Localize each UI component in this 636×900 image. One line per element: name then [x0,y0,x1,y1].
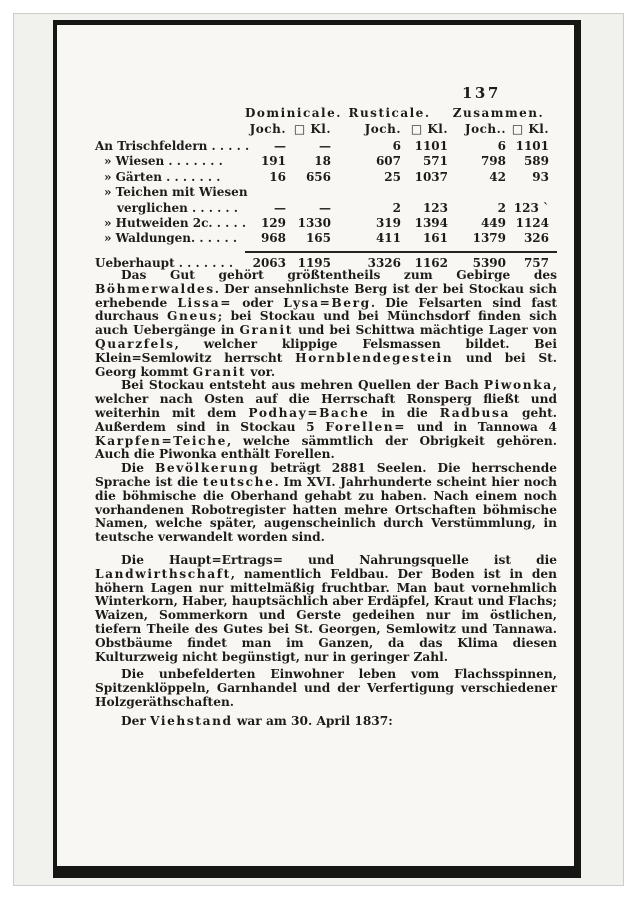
row-label: verglichen . . . . . . [117,200,238,215]
plain-text: oder [232,295,284,310]
group-header-spacer [95,106,245,122]
row-label: » Waldungen. . . . . . [104,231,237,246]
row-value: — [319,139,331,153]
total-value: 757 [523,255,549,270]
emphasized-text: Viehstand [150,713,233,728]
total-value: 3326 [367,255,401,270]
row-value: 93 [532,169,549,184]
row-value: 1124 [515,215,549,230]
plain-text: . Im XVI. Jahrhunderte scheint hier noch die böhmische die Oberhand gehabt zu haben. Nach einem noch vorhandenen Robotregister hatten mehre Ortschaften böhmische Namen, welche später, augenscheinlich durch Verstümmlung, in teutsche verwandelt worden sind. [95,474,557,545]
row-value [506,185,549,200]
body-paragraph [95,715,557,729]
table-row [95,185,557,200]
plain-text: und bei St. Georg kommt [95,350,557,379]
body-paragraph [95,462,557,545]
row-label: » Gärten . . . . . . . [104,169,221,184]
row-value [401,185,448,200]
plain-text: , namentlich Feldbau. Der Boden ist in den höhern Lagen nur mittelmäßig fruchtbar. Man baut vornehmlich Winterkorn, Haber, hauptsächlich aber Erdäpfel, Kraut und Flachs; Waizen, Sommerkorn und Gerste gedeihen nur im östlichen, tiefern Theile des Gutes bei St. Georgen, Semlowitz und Tannawa. Obstbäume findet man im Ganzen, da das Klima diesen Kulturzweig nicht begünstigt, nur in geringer Zahl. [95,566,557,664]
body-paragraph [95,269,557,379]
row-value: 18 [314,154,331,169]
total-value: 5390 [472,255,506,270]
plain-text: in die [369,405,440,420]
plain-text: ; bei Stockau und bei Münchsdorf finden sich auch Uebergänge in [95,309,557,338]
plain-text: Die [121,461,155,476]
emphasized-text: Landwirthschaft [95,566,231,581]
table-row [95,231,557,246]
row-value: 2 [392,200,401,215]
text-block [95,269,557,729]
total-value: 1195 [297,255,331,270]
subheader-spacer [95,122,245,139]
table-group-header: Zusammen. [452,106,545,120]
row-value: 2 [497,200,506,215]
emphasized-text: Forellen= [325,419,407,434]
row-value: 449 [480,215,506,230]
row-value: 165 [305,231,331,246]
table-row [95,170,557,185]
table-subheader: □ Kl. [511,122,549,136]
table-row [95,139,557,154]
row-value: 1037 [414,169,448,184]
row-value: — [274,200,286,215]
plain-text: vor. [246,364,276,379]
row-value: 968 [260,231,286,246]
emphasized-text: Granit [192,364,247,379]
emphasized-text: Radbusa [439,405,510,420]
table-subheader: □ Kl. [293,122,331,136]
plain-text: Bei Stockau entsteht aus mehren Quellen der Bach [121,378,484,393]
row-value: 1379 [472,231,506,246]
table-row [95,216,557,231]
table-group-header: Rusticale. [348,106,431,120]
row-value: 1101 [515,139,549,153]
table-group-header-row [95,106,557,122]
emphasized-text: Gneus [167,309,218,324]
row-value: 6 [392,139,401,153]
row-value: 25 [384,169,401,184]
row-value: 161 [422,231,448,246]
plain-text: Die Haupt=Ertrags= und Nahrungsquelle ist die [121,552,557,567]
emphasized-text: Granit [239,323,293,338]
plain-text: Der [121,713,150,728]
emphasized-text: Quarzfels [95,336,175,351]
row-value: 607 [375,154,401,169]
row-value: 589 [523,154,549,169]
emphasized-text: Lissa= [177,295,233,310]
row-value: 16 [269,169,286,184]
row-value: 656 [305,169,331,184]
row-value: 326 [523,231,549,246]
row-value: 42 [489,169,506,184]
emphasized-text: Böhmerwaldes [95,281,215,296]
row-label: » Teichen mit Wiesen [104,185,248,200]
body-paragraph [95,554,557,664]
row-value [245,185,286,200]
row-value: 1101 [414,139,448,153]
row-value: — [274,139,286,153]
plain-text: . Die Felsarten sind fast durchaus [95,295,558,324]
table-subheader: Joch. [249,122,286,136]
table-subheader: Joch. [364,122,401,136]
total-label: Ueberhaupt . . . . . . . [95,255,234,270]
row-value: 798 [480,154,506,169]
row-value: 1394 [414,215,448,230]
emphasized-text: Podhay=Bache [248,405,370,420]
row-value: 191 [260,154,286,169]
row-value: 123 ` [513,200,549,215]
row-value: 6 [497,139,506,153]
land-use-table [95,106,557,273]
page-number: 137 [462,84,501,102]
table-row [95,201,557,216]
total-value: 1162 [414,255,448,270]
emphasized-text: Hornblendegestein [295,350,454,365]
table-group-header: Dominicale. [245,106,342,120]
row-value: 571 [422,154,448,169]
row-value: 123 [422,200,448,215]
plain-text: Die unbefelderten Einwohner leben vom Flachsspinnen, Spitzenklöppeln, Garnhandel und der Verfertigung verschiedener Holzgeräthschaften. [95,667,557,709]
row-value: — [319,200,331,215]
emphasized-text: Bevölkerung [154,461,260,476]
emphasized-text: Lysa=Berg [283,295,371,310]
plain-text: und in Tannowa 4 [406,419,557,434]
table-row [95,154,557,169]
plain-text: , welcher nach Osten auf die Herrschaft Ronsperg fließt und weiterhin mit dem [95,378,557,420]
plain-text: , welche sämmtlich der Obrigkeit gehören. Auch die Piwonka enthält Forellen. [95,433,557,462]
row-label: An Trischfeldern . . . . . [95,139,250,153]
plain-text: , welcher klippige Felsmassen bildet. Bei Klein=Semlowitz herrscht [95,336,557,365]
plain-text: beträgt 2881 Seelen. Die herrschende Sprache ist die [95,461,557,489]
total-rule [245,251,557,253]
row-value: 411 [375,231,401,246]
plain-text: Das Gut gehört größtentheils zum Gebirge des [121,268,557,282]
row-value: 129 [260,215,286,230]
emphasized-text: Piwonka [483,378,553,393]
table-subheader-row [95,122,557,139]
table-subheader: □ Kl. [410,122,448,136]
body-paragraph [95,668,557,709]
table-subheader: Joch.. [464,122,506,136]
row-label: » Wiesen . . . . . . . [104,154,223,169]
plain-text: war am 30. April 1837: [232,713,393,728]
total-value: 2063 [252,255,286,270]
emphasized-text: Karpfen=Teiche [95,433,227,448]
body-paragraph [95,379,557,462]
row-value: 1330 [297,215,331,230]
row-value [448,185,506,200]
plain-text: . Der ansehnlichste Berg ist der bei Stockau sich erhebende [95,281,557,310]
row-label: » Hutweiden 2c. . . . . [104,215,246,230]
plain-text: geht. Außerdem sind in Stockau 5 [95,405,557,434]
emphasized-text: teutsche [202,474,275,489]
row-value [286,185,331,200]
row-value [331,185,401,200]
row-value: 319 [375,215,401,230]
plain-text: und bei Schittwa mächtige Lager von [292,323,557,338]
